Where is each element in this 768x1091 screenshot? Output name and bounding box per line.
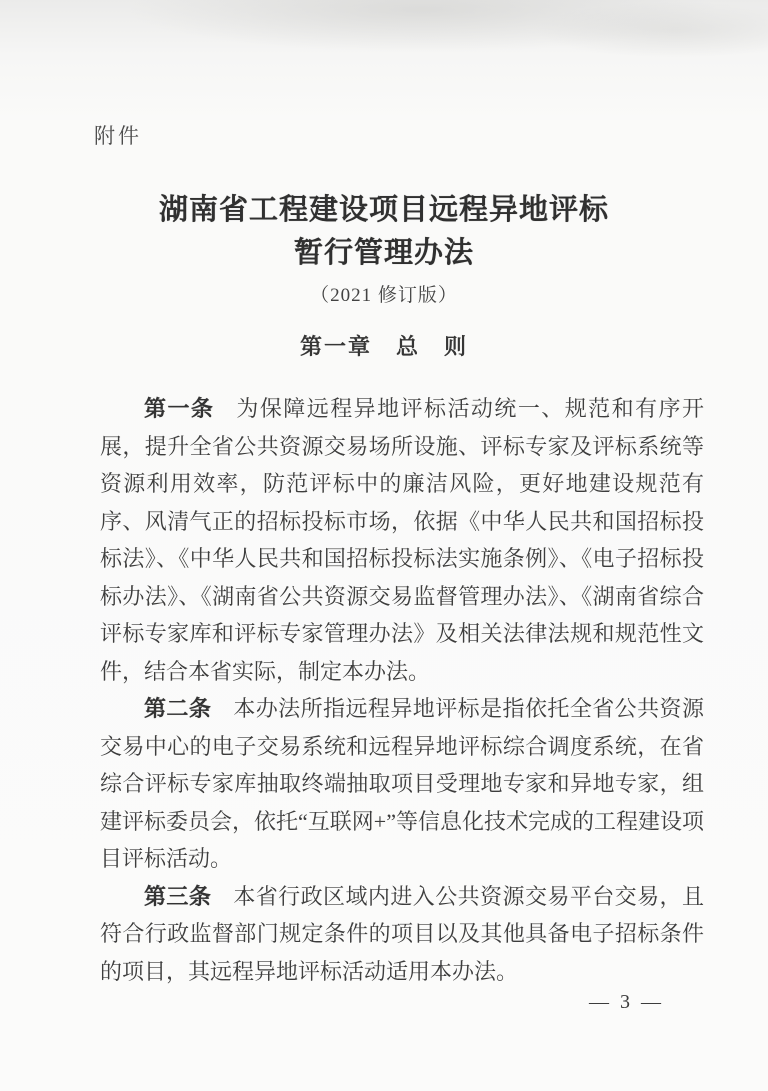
chapter-heading: 第一章 总 则 — [299, 334, 468, 359]
document-title-line2: 暂行管理办法 — [293, 237, 474, 269]
article-text: 为保障远程异地评标活动统一、规范和有序开展，提升全省公共资源交易场所设施、评标专家及评标系统等资源利用效率，防范评标中的廉洁风险，更好地建设规范有序、风清气正的招标投标市场，依据《中华人民共和国招标投标法》、《中华人民共和国招标投标法实施条例》、《电子招标投标办法》、《湖南省公共资源交易监督管理办法》、《湖南省综合评标专家库和评标专家管理办法》及相关法律法规和规范性文件，结合本省实际，制定本办法。 — [100, 396, 704, 684]
document-title-line1: 湖南省工程建设项目远程异地评标 — [158, 194, 609, 226]
article-number: 第三条 — [144, 883, 212, 909]
document-subtitle: （2021 修订版） — [310, 285, 458, 306]
document-title — [0, 189, 768, 275]
article-text: 本省行政区域内进入公共资源交易平台交易，且符合行政监督部门规定条件的项目以及其他具备电子招标条件的项目，其远程异地评标活动适用本办法。 — [100, 883, 704, 984]
article-paragraph — [100, 690, 704, 878]
article-paragraph — [100, 878, 704, 991]
page-number: — 3 — — [589, 991, 664, 1013]
article-number: 第二条 — [144, 696, 212, 721]
article-paragraph — [100, 390, 704, 690]
document-body — [100, 390, 704, 990]
attachment-label: 附件 — [94, 124, 142, 148]
article-text: 本办法所指远程异地评标是指依托全省公共资源交易中心的电子交易系统和远程异地评标综合调度系统，在省综合评标专家库抽取终端抽取项目受理地专家和异地专家，组建评标委员会，依托“互联网+”等信息化技术完成的工程建设项目评标活动。 — [100, 696, 704, 871]
article-number: 第一条 — [144, 396, 215, 421]
